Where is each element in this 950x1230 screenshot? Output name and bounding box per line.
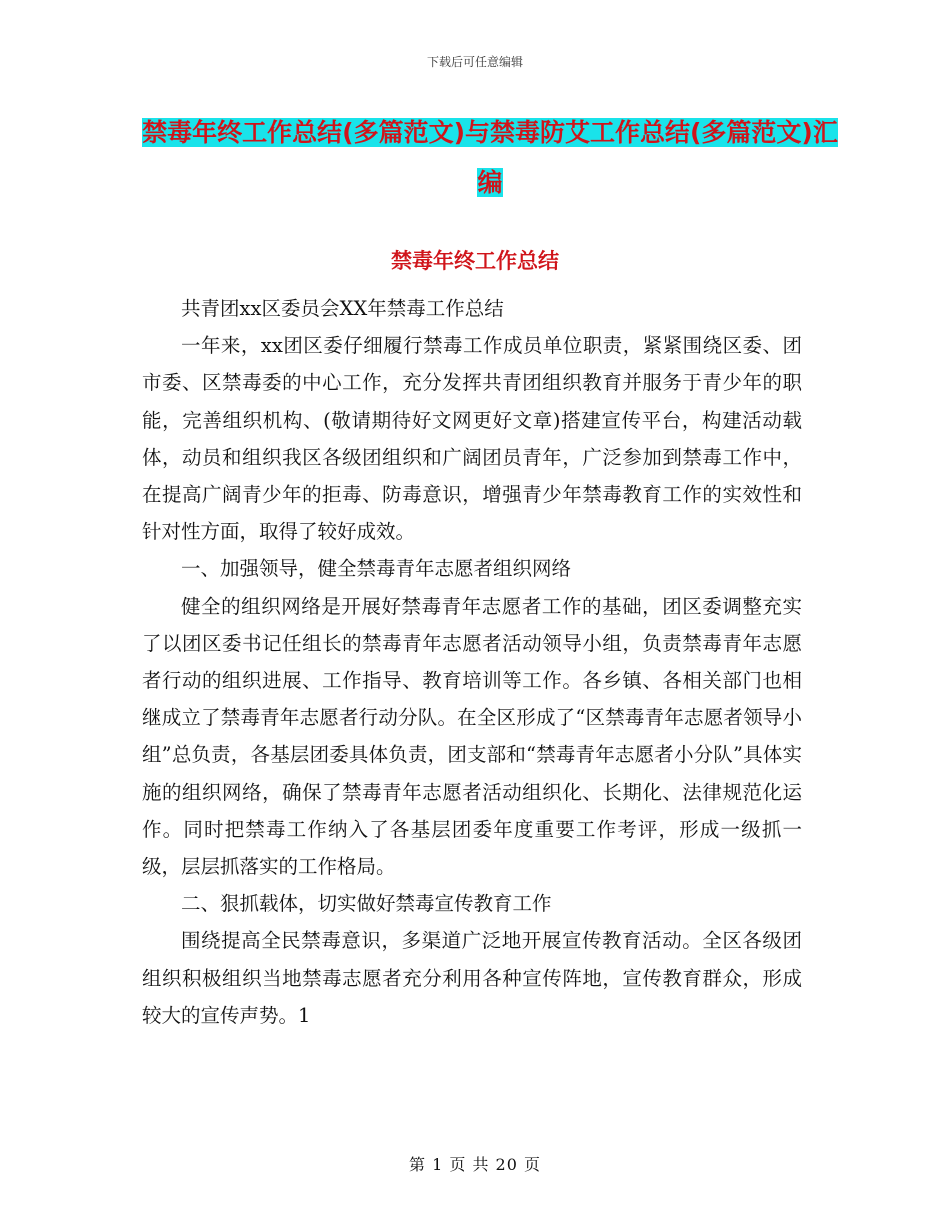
document-title-text: 禁毒年终工作总结(多篇范文)与禁毒防艾工作总结(多篇范文)汇编 xyxy=(142,118,838,197)
paragraph: 健全的组织网络是开展好禁毒青年志愿者工作的基础，团区委调整充实了以团区委书记任组长的禁毒青年志愿者活动领导小组，负责禁毒青年志愿者行动的组织进展、工作指导、教育培训等工作。各乡镇、各相关部门也相继成立了禁毒青年志愿者行动分队。在全区形成了“区禁毒青年志愿者领导小组”总负责，各基层团委具体负责，团支部和“禁毒青年志愿者小分队”具体实施的组织网络，确保了禁毒青年志愿者活动组织化、长期化、法律规范化运作。同时把禁毒工作纳入了各基层团委年度重要工作考评，形成一级抓一级，层层抓落实的工作格局。 xyxy=(142,594,802,879)
paragraph: 一年来，xx团区委仔细履行禁毒工作成员单位职责，紧紧围绕区委、团市委、区禁毒委的中心工作，充分发挥共青团组织教育并服务于青少年的职能，完善组织机构、(敬请期待好文网更好文章)搭建宣传平台，构建活动载体，动员和组织我区各级团组织和广阔团员青年，广泛参加到禁毒工作中，在提高广阔青少年的拒毒、防毒意识，增强青少年禁毒教育工作的实效性和针对性方面，取得了较好成效。 xyxy=(142,334,802,544)
paragraph: 共青团xx区委员会XX年禁毒工作总结 xyxy=(181,297,504,320)
section-title: 禁毒年终工作总结 xyxy=(391,249,559,273)
document-title xyxy=(140,108,840,208)
paragraph: 二、狠抓载体，切实做好禁毒宣传教育工作 xyxy=(181,892,552,916)
paragraph: 一、加强领导，健全禁毒青年志愿者组织网络 xyxy=(181,557,572,581)
body-text xyxy=(142,290,802,1034)
page-footer: 第 1 页 共 20 页 xyxy=(409,1155,541,1174)
paragraph: 围绕提高全民禁毒意识，多渠道广泛地开展宣传教育活动。全区各级团组织积极组织当地禁毒志愿者充分利用各种宣传阵地，宣传教育群众，形成较大的宣传声势。1 xyxy=(142,929,802,1027)
header-note: 下载后可任意编辑 xyxy=(426,55,523,69)
